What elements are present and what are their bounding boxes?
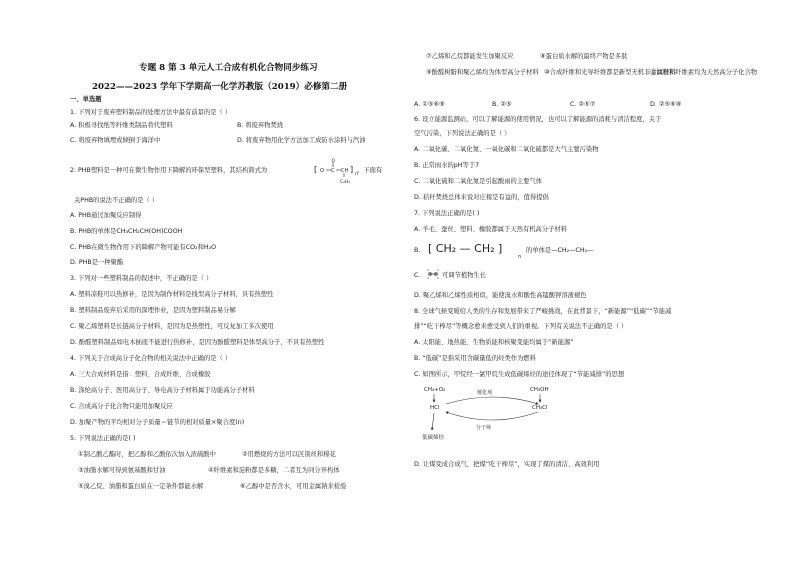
- q3-option-a: A. 塑料凉鞋可以热修补，是因为制作材料是线型高分子材料，具有热塑性: [70, 291, 274, 298]
- q5-statement-8: ⑧蛋白质水解的最终产物是多肽: [540, 53, 628, 60]
- svg-text:C: C: [331, 168, 335, 174]
- q1-option-d: D. 将废弃物用化学方法加工成防水涂料与汽油: [237, 137, 366, 144]
- q2-option-c: C. PHB在微生物作用下的降解产物可能有CO₂和H₂O: [70, 244, 217, 251]
- q7-option-b-label: B.: [414, 247, 421, 254]
- q6-option-c: C. 二氧化硫和二氧化氮是引起酸雨的主要气体: [414, 178, 543, 185]
- ch-group: CH: [341, 168, 349, 174]
- q1-option-b: B. 将废弃物焚烧: [237, 122, 284, 129]
- section-heading: 一、单选题: [70, 96, 102, 103]
- question-6-cont: 空气污染，下列说法正确的是（ ）: [414, 130, 511, 137]
- question-5: 5. 下列说法正确的是( ): [70, 435, 136, 442]
- question-4: 4. 下列关于合成高分子化合物的相关说法中正确的是（ ）: [70, 355, 232, 362]
- molecule-model-icon: [426, 268, 440, 280]
- polyethylene-formula: [ CH₂ — CH₂ ]: [428, 242, 503, 255]
- q8-option-a: A. 太阳能、地热能、生物质能和核聚变能均属于“新能源”: [414, 339, 574, 346]
- q5-statement-10: ⑩合成纤维和光导纤维都是新型无机非金属材料: [544, 69, 676, 76]
- question-1: 1. 下列对于废弃塑料制品的处理方法中最有前景的是（ ）: [70, 109, 232, 116]
- methane-oxygen-label: CH₄+O₂: [424, 387, 446, 393]
- q5-option-c: C. ②⑤⑦: [570, 101, 596, 108]
- worksheet-subtitle: 2022——2023 学年下学期高一化学苏教版（2019）必修第二册: [92, 82, 348, 92]
- q3-option-c: C. 聚乙烯塑料是长链高分子材料，是因为是热塑性，可反复加工多次使用: [70, 323, 274, 330]
- q4-option-b: B. 涤纶高分子、医用高分子、导电高分子材料属于功能高分子材料: [70, 387, 255, 394]
- catalyst-label: 催化剂: [477, 390, 493, 396]
- chloromethane-label: CH₃Cl: [532, 405, 548, 411]
- svg-text:O: O: [320, 168, 324, 174]
- q2-option-a: A. PHB通过加聚反应制得: [70, 212, 142, 219]
- question-2: 2. PHB塑料是一种可在微生物作用下降解的环保型塑料，其结构简式为: [70, 167, 268, 174]
- q5-statement-1: ①制乙酸乙酯时，把乙醇和乙酸依次加入浓硫酸中: [78, 451, 216, 458]
- question-8: 8. 全球气候变暖给人类的生存和发展带来了严峻挑战，在此背景下，“新能源”“低碳”“节能减: [414, 308, 672, 315]
- q5-option-a: A. ①⑤⑥⑨: [414, 101, 445, 108]
- q7-option-d: D. 聚乙烯和乙烯性质相似，能使溴水和酸性高锰酸钾溶液褪色: [414, 292, 587, 299]
- q3-option-d: D. 酚醛塑料制品如电木插座不能进行热修补，是因为酚醛塑料是体型高分子，不具有热塑性: [70, 339, 325, 346]
- methanol-label: CH₃OH: [530, 387, 549, 393]
- question-7: 7. 下列说法正确的是( ): [414, 210, 480, 217]
- q5-statement-7: ⑦乙烯和乙烷都能发生加聚反应: [426, 53, 514, 60]
- q5-option-b: B. ②⑤: [492, 101, 512, 108]
- worksheet-title: 专题 8 第 3 单元人工合成有机化合物同步练习: [139, 63, 318, 73]
- q5-statement-4: ④纤维素和淀粉都是多糖，二者互为同分异构体: [208, 467, 340, 474]
- q5-statement-3: ③油脂水解可得到氨基酸和甘油: [78, 467, 166, 474]
- q2-option-d: D. PHB是一种聚酯: [70, 259, 124, 266]
- repeat-n: n: [355, 172, 358, 177]
- question-6: 6. 设立能源监测站，可以了解能源的使用情况，也可以了解能源的消耗与清洁程度，关于: [414, 116, 662, 123]
- q2-option-b: B. PHB的单体是CH₃CH₂CH(OH)COOH: [70, 228, 183, 235]
- question-8-cont: 排”“吃干榨尽”等概念愈来愈受到人们的重视。下列有关说法不正确的是（ ）: [414, 323, 628, 330]
- q5-statement-6: ⑥乙醇中是否含水，可用金属钠来检验: [240, 483, 347, 490]
- question-3: 3. 下列对一些塑料制品的叙述中，不正确的是（ ）: [70, 275, 213, 282]
- q1-option-c: C. 将废弃物填埋或倾倒于海洋中: [70, 137, 161, 144]
- q8-option-d: D. 让煤变成合成气，把煤“吃干榨尽”，实现了煤的清洁、高效利用: [414, 461, 600, 468]
- ethyl-group: C₂H₅: [340, 180, 351, 185]
- q6-option-a: A. 二氧化碳、二氧化氮、一氧化碳和二氧化硫都是大气主要污染物: [414, 146, 599, 153]
- svg-text:[: [: [314, 165, 318, 174]
- q3-option-b: B. 塑料制品废弃后采用的深埋作业，是因为塑料制品易分解: [70, 307, 236, 314]
- question-2-tail: 。下面有: [357, 167, 383, 174]
- q5-statement-9: ⑨酚醛树脂和聚乙烯均为体型高分子材料: [426, 69, 539, 76]
- q4-option-c: C. 合成高分子化合物只能用加聚反应: [70, 403, 173, 410]
- q6-option-d: D. 秸秆焚烧总体来说对庄稼是有益的，值得提倡: [414, 194, 549, 201]
- q5-statement-2: ②用燃烧的方法可以区别丝和棉花: [242, 451, 336, 458]
- q7-option-c-text: 可调节植物生长: [442, 272, 487, 279]
- q7-option-c-label: C.: [414, 272, 421, 279]
- molecular-sieve-label: 分子筛: [476, 425, 492, 431]
- q6-option-b: B. 正常雨水的pH等于7: [414, 162, 480, 169]
- q5-statement-11: ⑪油脂和纤维素均为天然高分子化合物: [650, 69, 758, 76]
- q8-option-b: B. “低碳”是指采用含碳量低的烃类作为燃料: [414, 355, 536, 362]
- light-olefins-label: 低碳烯烃: [422, 435, 445, 441]
- svg-text:]: ]: [350, 165, 354, 174]
- carbonyl-oxygen: O: [331, 159, 336, 164]
- q4-option-a: A. 三大合成材料是指：塑料、合成纤维、合成橡胶: [70, 371, 211, 378]
- q5-option-d: D. ②⑤⑥⑧: [650, 101, 682, 108]
- question-2-cont: 关PHB的说法不正确的是（ ）: [74, 197, 159, 204]
- q7-option-a: A. 羊毛、蚕丝、塑料、橡胶都属于天然有机高分子材料: [414, 226, 568, 233]
- q7-option-b-text: 的单体是—CH₂—CH₂—: [526, 247, 594, 254]
- q4-option-d: D. 加聚产物的平均相对分子质量＝链节的相对质量×聚合度(n): [70, 419, 245, 426]
- q5-statement-5: ⑤溴乙烷、油脂和蛋白质在一定条件都能水解: [78, 483, 204, 490]
- q1-option-a: A. 积极寻找纸等纤维类制品替代塑料: [70, 122, 173, 129]
- hcl-label: HCl: [430, 405, 440, 411]
- polyethylene-n: n: [518, 254, 522, 260]
- methane-conversion-diagram: [422, 382, 622, 444]
- q8-option-c: C. 如图所示，甲烷经一氯甲烷生成低碳烯烃的途径体现了“节能减排”的思想: [414, 371, 625, 378]
